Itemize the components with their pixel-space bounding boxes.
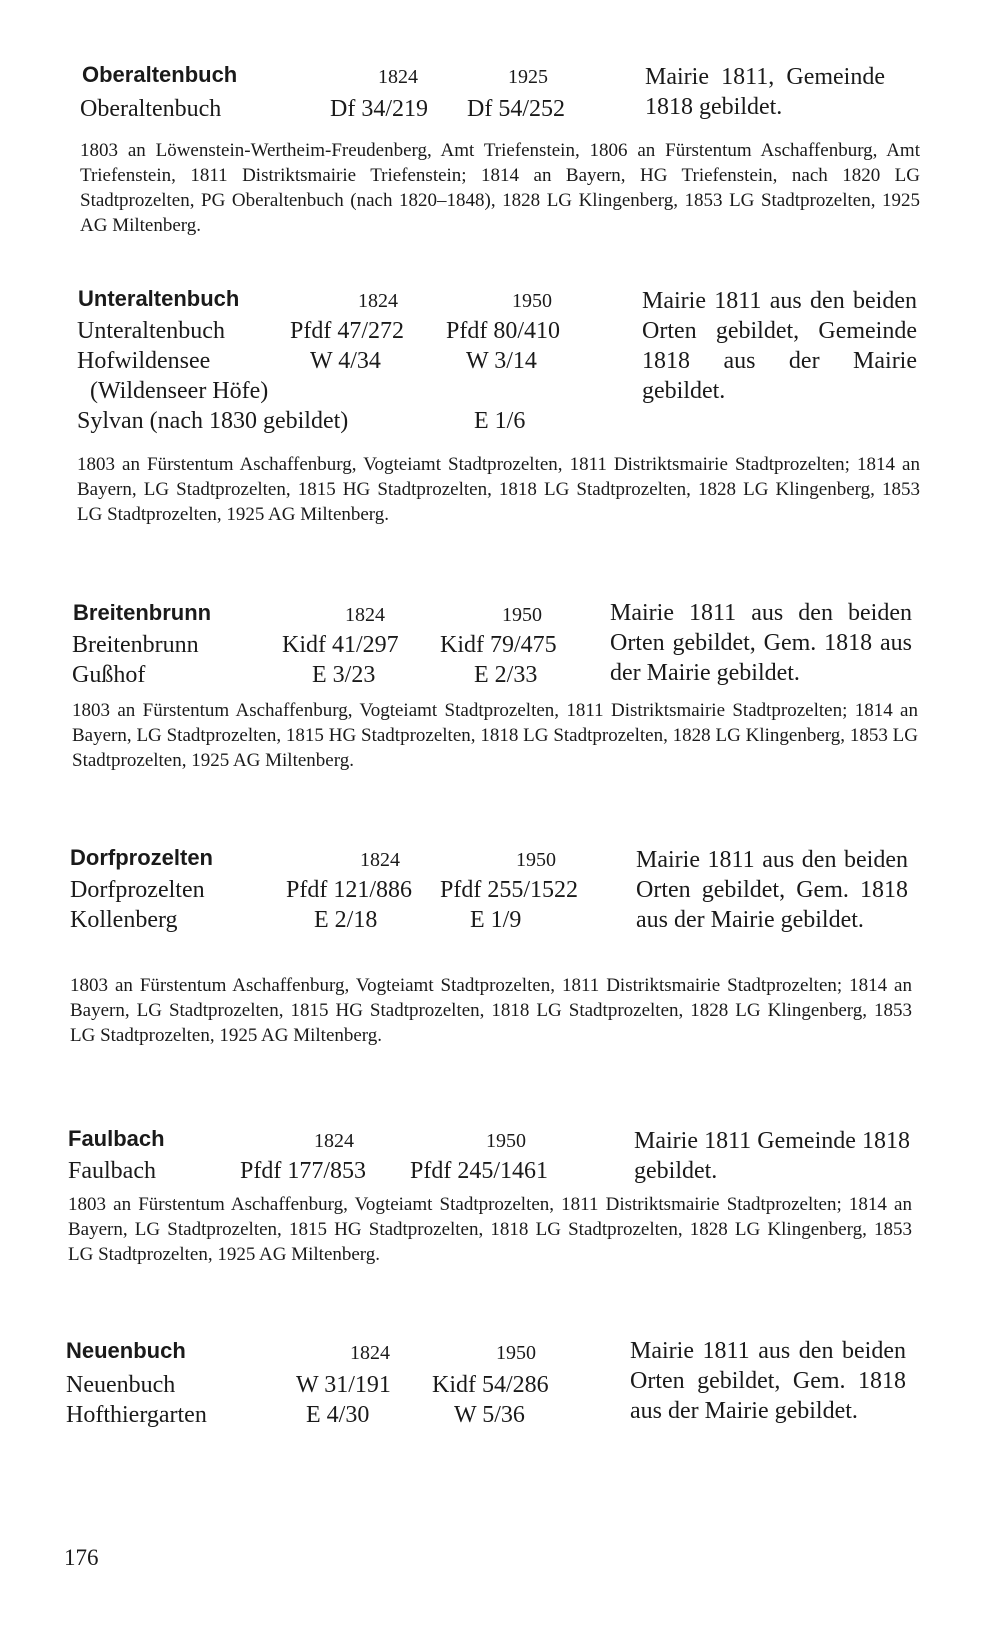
entry-note: Mairie 1811 aus den beiden Orten gebildet, Gem. 1818 aus der Mairie gebildet. xyxy=(636,847,908,933)
entry-title: Breitenbrunn xyxy=(73,600,212,625)
place-name-alias: (Wildenseer Höfe) xyxy=(90,378,269,404)
entry-title: Unteraltenbuch xyxy=(78,286,240,311)
place-value-1950: W 5/36 xyxy=(454,1402,525,1428)
place-name: Gußhof xyxy=(72,662,146,688)
place-name: Unteraltenbuch xyxy=(77,318,225,344)
year-header-1: 1824 xyxy=(358,290,398,312)
year-header-2: 1925 xyxy=(508,66,548,88)
place-value-1950: Kidf 79/475 xyxy=(440,632,557,658)
place-value-1950: Kidf 54/286 xyxy=(432,1372,549,1398)
entry-note: Mairie 1811 aus den beiden Orten gebildet, Gem. 1818 aus der Mairie gebildet. xyxy=(630,1338,906,1424)
entry-history: 1803 an Fürstentum Aschaffenburg, Vogteiamt Stadtprozelten, 1811 Distriktsmairie Stadtprozelten; 1814 an Bayern, LG Stadtprozelten, 1815 HG Stadtprozelten, 1818 LG Stadtprozelten, 1828 LG Klingenberg, 1853 LG Stadtprozelten, 1925 AG Miltenberg. xyxy=(72,700,918,771)
page-number: 176 xyxy=(64,1545,99,1570)
place-value-1950: E 1/9 xyxy=(470,907,522,933)
year-header-1: 1824 xyxy=(378,66,418,88)
year-header-2: 1950 xyxy=(502,604,542,626)
place-value-1950: Pfdf 245/1461 xyxy=(410,1158,548,1184)
place-value-1950: E 1/6 xyxy=(474,408,526,434)
year-header-1: 1824 xyxy=(350,1342,390,1364)
entry-note: Mairie 1811 aus den beiden Orten gebildet, Gemeinde 1818 aus der Mairie gebildet. xyxy=(642,288,917,404)
entry-note: Mairie 1811 Gemeinde 1818 gebildet. xyxy=(634,1128,910,1184)
year-header-2: 1950 xyxy=(516,849,556,871)
year-header-1: 1824 xyxy=(345,604,385,626)
place-value-1824: Pfdf 177/853 xyxy=(240,1158,366,1184)
place-value-1950: W 3/14 xyxy=(466,348,537,374)
entry-history: 1803 an Fürstentum Aschaffenburg, Vogteiamt Stadtprozelten, 1811 Distriktsmairie Stadtprozelten; 1814 an Bayern, LG Stadtprozelten, 1815 HG Stadtprozelten, 1818 LG Stadtprozelten, 1828 LG Klingenberg, 1853 LG Stadtprozelten, 1925 AG Miltenberg. xyxy=(70,975,912,1046)
entry-title: Oberaltenbuch xyxy=(82,62,238,87)
place-value-1824: E 2/18 xyxy=(314,907,378,933)
place-value-1824: Pfdf 121/886 xyxy=(286,877,412,903)
place-value-1824: E 3/23 xyxy=(312,662,376,688)
year-header-2: 1950 xyxy=(486,1130,526,1152)
place-name: Faulbach xyxy=(68,1158,156,1184)
entry-note: Mairie 1811, Gemeinde 1818 gebildet. xyxy=(645,64,885,120)
place-value-1824: W 31/191 xyxy=(296,1372,391,1398)
place-name: Dorfprozelten xyxy=(70,877,205,903)
entry-history: 1803 an Löwenstein-Wertheim-Freudenberg, Amt Triefenstein, 1806 an Fürstentum Aschaffenburg, Amt Triefenstein, 1811 Distriktsmairie Triefenstein; 1814 an Bayern, HG Triefenstein, nach 1820 LG Stadtprozelten, PG Oberaltenbuch (nach 1820–1848), 1828 LG Klingenberg, 1853 LG Stadtprozelten, 1925 AG Miltenberg. xyxy=(80,140,920,236)
entry-title: Faulbach xyxy=(68,1126,165,1151)
entry-title: Neuenbuch xyxy=(66,1338,186,1363)
year-header-1: 1824 xyxy=(360,849,400,871)
place-value-1824: Kidf 41/297 xyxy=(282,632,399,658)
place-value-1950: Pfdf 255/1522 xyxy=(440,877,578,903)
place-name: Oberaltenbuch xyxy=(80,96,222,122)
place-value-1824: Pfdf 47/272 xyxy=(290,318,404,344)
entry-history: 1803 an Fürstentum Aschaffenburg, Vogteiamt Stadtprozelten, 1811 Distriktsmairie Stadtprozelten; 1814 an Bayern, LG Stadtprozelten, 1815 HG Stadtprozelten, 1818 LG Stadtprozelten, 1828 LG Klingenberg, 1853 LG Stadtprozelten, 1925 AG Miltenberg. xyxy=(77,454,920,525)
entry-history: 1803 an Fürstentum Aschaffenburg, Vogteiamt Stadtprozelten, 1811 Distriktsmairie Stadtprozelten; 1814 an Bayern, LG Stadtprozelten, 1815 HG Stadtprozelten, 1818 LG Stadtprozelten, 1828 LG Klingenberg, 1853 LG Stadtprozelten, 1925 AG Miltenberg. xyxy=(68,1194,912,1265)
place-name: Hofwildensee xyxy=(77,348,211,374)
place-value-1950: Pfdf 80/410 xyxy=(446,318,560,344)
place-value-1950: E 2/33 xyxy=(474,662,538,688)
place-name: Breitenbrunn xyxy=(72,632,199,658)
entry-title: Dorfprozelten xyxy=(70,845,213,870)
place-name: Neuenbuch xyxy=(66,1372,176,1398)
year-header-1: 1824 xyxy=(314,1130,354,1152)
year-header-2: 1950 xyxy=(496,1342,536,1364)
place-value-1824: E 4/30 xyxy=(306,1402,370,1428)
place-value-1824: W 4/34 xyxy=(310,348,381,374)
place-value-1925: Df 54/252 xyxy=(467,96,565,122)
place-value-1824: Df 34/219 xyxy=(330,96,428,122)
entry-note: Mairie 1811 aus den beiden Orten gebildet, Gem. 1818 aus der Mairie gebildet. xyxy=(610,600,912,686)
place-name: Hofthiergarten xyxy=(66,1402,207,1428)
year-header-2: 1950 xyxy=(512,290,552,312)
place-name: Kollenberg xyxy=(70,907,178,933)
place-name: Sylvan (nach 1830 gebildet) xyxy=(77,408,349,434)
